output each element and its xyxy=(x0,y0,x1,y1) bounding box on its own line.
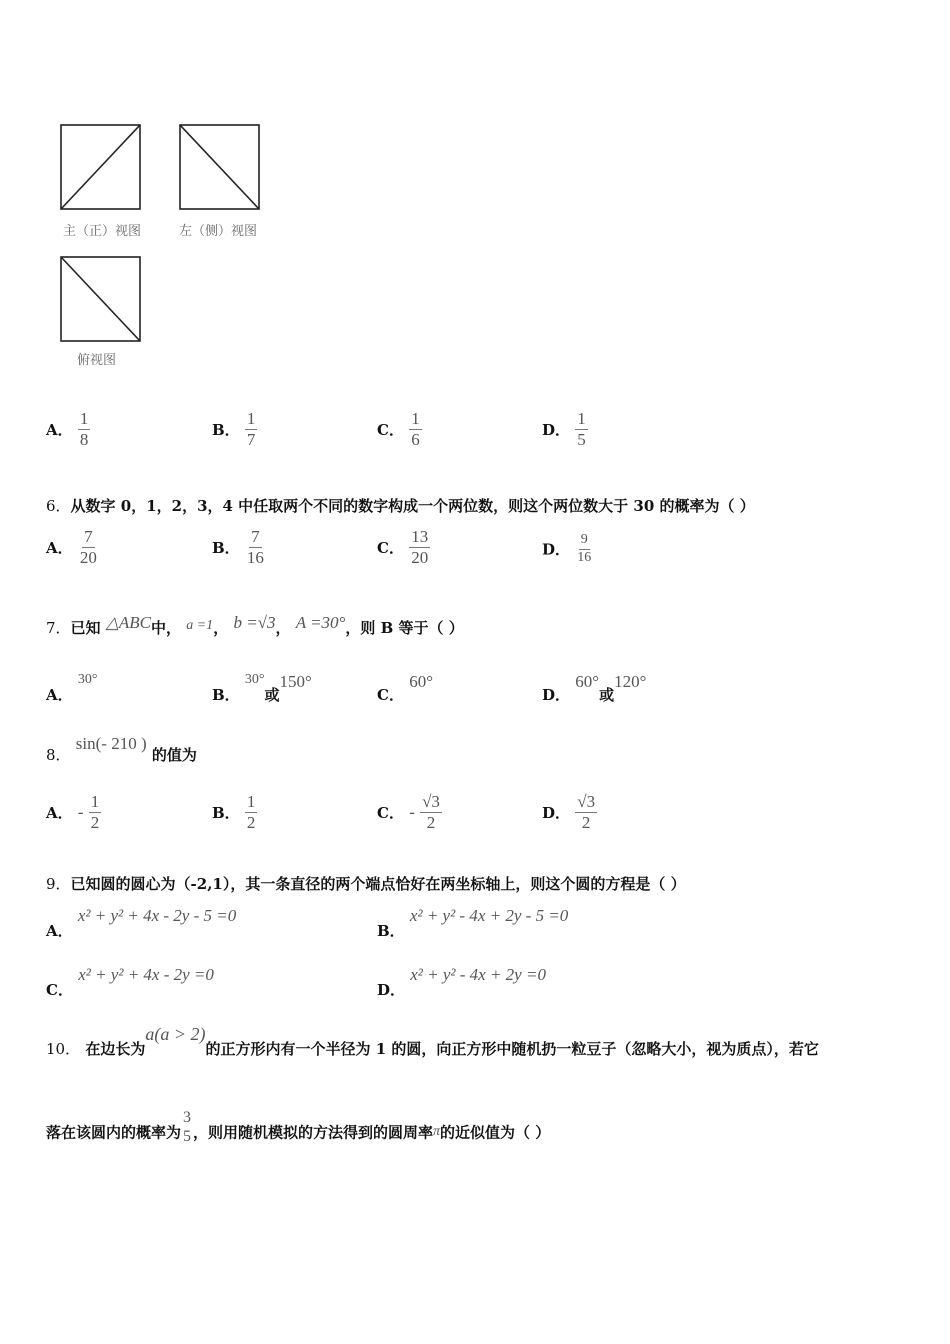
three-view-figure xyxy=(0,0,300,380)
q8-option-c[interactable]: C． - $\frac{√3}{2}$ xyxy=(377,792,440,832)
fraction: $\frac{1}{8}$ xyxy=(79,409,89,449)
fraction: $\frac{1}{7}$ xyxy=(246,409,256,449)
cond-angle-a: A =30° xyxy=(295,613,346,632)
q8-option-a[interactable]: A． - $\frac{1}{2}$ xyxy=(46,792,100,832)
fraction: $\frac{7}{16}$ xyxy=(246,527,264,567)
q5-option-b[interactable]: B． $\frac{1}{7}$ xyxy=(212,409,256,449)
q7-option-b[interactable]: B． 30°或150° xyxy=(212,672,312,704)
top-view-square xyxy=(61,257,140,341)
q9-option-b[interactable]: B． x² + y² - 4x + 2y - 5 =0 xyxy=(377,906,569,940)
q9-option-d[interactable]: D． x² + y² - 4x + 2y =0 xyxy=(377,965,546,999)
fraction: $\frac{9}{16}$ xyxy=(577,532,592,565)
question-10-line-2: 落在该圆内的概率为 3 5 ，则用随机模拟的方法得到的圆周率π的近似值为（ ） xyxy=(46,1109,551,1145)
fraction: $\frac{13}{20}$ xyxy=(411,527,429,567)
front-view-square xyxy=(61,125,140,209)
fraction: 3 5 xyxy=(183,1109,192,1145)
sin-expression: sin(- 210 ) xyxy=(75,734,147,753)
q6-option-b[interactable]: B． $\frac{7}{16}$ xyxy=(212,527,264,567)
q9-option-c[interactable]: C． x² + y² + 4x - 2y =0 xyxy=(46,965,214,999)
triangle-abc: △ABC xyxy=(105,613,151,632)
q8-option-b[interactable]: B． $\frac{1}{2}$ xyxy=(212,792,256,832)
fraction: $\frac{1}{5}$ xyxy=(577,409,586,449)
side-length-condition: a(a > 2) xyxy=(145,1024,206,1044)
q6-option-a[interactable]: A． $\frac{7}{20}$ xyxy=(46,527,97,567)
side-view-square xyxy=(180,125,259,209)
fraction: $\frac{1}{6}$ xyxy=(411,409,420,449)
q9-option-a[interactable]: A． x² + y² + 4x - 2y - 5 =0 xyxy=(46,906,237,940)
top-view-label: 俯视图 xyxy=(77,353,117,368)
question-7: 7．已知 △ABC中， a =1， b =√3， A =30°，则 B 等于（ ） xyxy=(46,613,464,637)
question-8: 8． sin(- 210 ) 的值为 xyxy=(46,734,197,764)
fraction: $\frac{1}{2}$ xyxy=(90,792,100,832)
q6-option-d[interactable]: D． $\frac{9}{16}$ xyxy=(542,532,592,565)
fraction: $\frac{7}{20}$ xyxy=(79,527,97,567)
question-10-line-1: 10． 在边长为a(a > 2)的正方形内有一个半径为 1 的圆，向正方形中随机扔一粒豆子（忽略大小，视为质点），若它 xyxy=(46,1024,819,1058)
question-6: 6．从数字 0，1，2，3，4 中任取两个不同的数字构成一个两位数，则这个两位数大于 30 的概率为（ ） xyxy=(46,497,755,515)
fraction: $\frac{√3}{2}$ xyxy=(577,792,596,832)
q5-option-a[interactable]: A． $\frac{1}{8}$ xyxy=(46,409,89,449)
fraction: $\frac{1}{2}$ xyxy=(246,792,256,832)
q7-option-c[interactable]: C． 60° xyxy=(377,672,433,704)
q5-option-d[interactable]: D． $\frac{1}{5}$ xyxy=(542,409,586,449)
q7-option-a[interactable]: A． 30° xyxy=(46,672,98,704)
fraction: $\frac{√3}{2}$ xyxy=(422,792,440,832)
cond-a: a =1 xyxy=(186,618,214,633)
q5-option-c[interactable]: C． $\frac{1}{6}$ xyxy=(377,409,420,449)
front-view-label: 主（正）视图 xyxy=(63,224,142,239)
side-view-label: 左（侧）视图 xyxy=(179,224,258,239)
cond-b: b =√3 xyxy=(233,613,276,632)
question-9: 9．已知圆的圆心为（-2,1），其一条直径的两个端点恰好在两坐标轴上，则这个圆的方程是（ ） xyxy=(46,875,686,893)
q8-option-d[interactable]: D． $\frac{√3}{2}$ xyxy=(542,792,596,832)
q6-option-c[interactable]: C． $\frac{13}{20}$ xyxy=(377,527,429,567)
q7-option-d[interactable]: D． 60°或120° xyxy=(542,672,647,704)
